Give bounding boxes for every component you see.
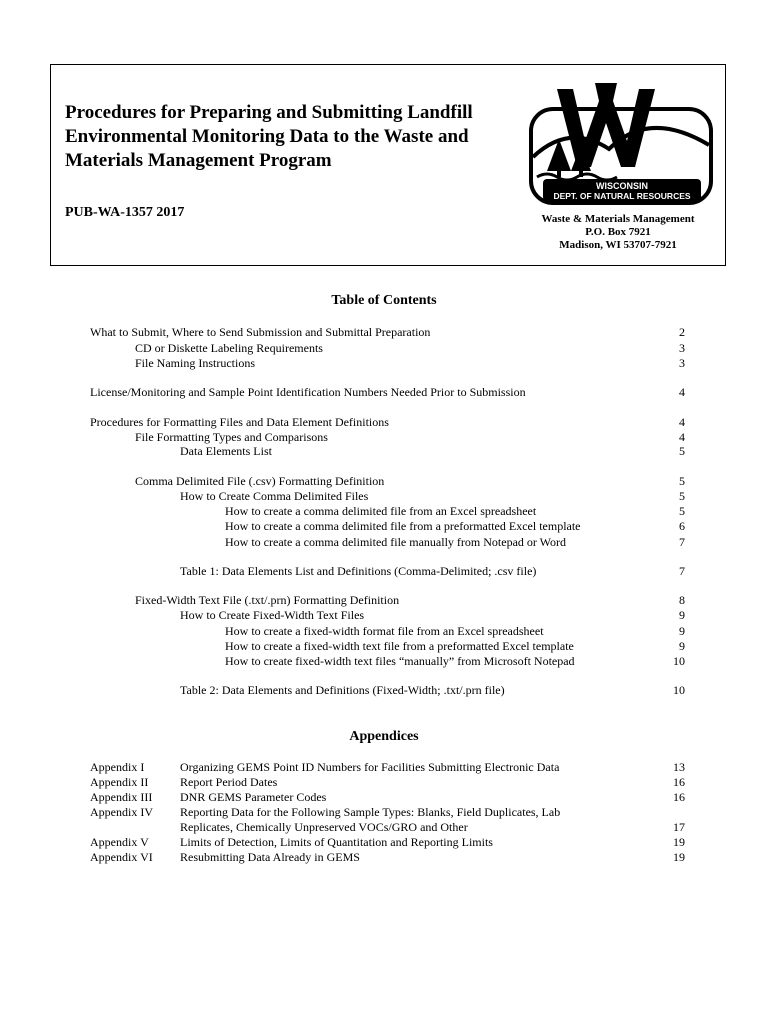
toc-entry-title: How to create a comma delimited file from a preformatted Excel template xyxy=(225,519,581,533)
toc-entry-title: License/Monitoring and Sample Point Identification Numbers Needed Prior to Submission xyxy=(90,385,526,399)
toc-entry xyxy=(0,654,768,669)
toc-entry-title: CD or Diskette Labeling Requirements xyxy=(135,341,323,355)
toc-entry xyxy=(0,474,768,489)
toc-entry-title: Data Elements List xyxy=(180,444,272,458)
toc-entry-title: How to create a comma delimited file manually from Notepad or Word xyxy=(225,535,567,549)
title-line: Procedures for Preparing and Submitting Landfill xyxy=(65,102,473,123)
appendix-page: 17 xyxy=(673,820,685,834)
toc-entry-page: 8 xyxy=(679,593,685,607)
toc-entry-title: How to Create Comma Delimited Files xyxy=(180,489,369,503)
toc-entry-title: File Naming Instructions xyxy=(135,356,255,370)
appendix-label: Appendix IV xyxy=(90,805,153,819)
toc-entry xyxy=(0,444,768,459)
toc-heading: Table of Contents xyxy=(331,293,437,308)
address-line: P.O. Box 7921 xyxy=(585,226,651,238)
appendix-label: Appendix VI xyxy=(90,850,153,864)
toc-entry xyxy=(0,519,768,534)
toc-entry-title: Fixed-Width Text File (.txt/.prn) Formatting Definition xyxy=(135,593,400,607)
appendix-page: 19 xyxy=(673,850,685,864)
toc-entry-title: Comma Delimited File (.csv) Formatting Definition xyxy=(135,474,385,488)
appendix-page: 16 xyxy=(673,775,685,789)
toc-entry-page: 5 xyxy=(679,489,685,503)
toc-entry-page: 3 xyxy=(679,341,685,355)
appendix-title: Resubmitting Data Already in GEMS xyxy=(180,850,360,864)
toc-entry-page: 5 xyxy=(679,504,685,518)
toc-entry xyxy=(0,535,768,550)
appendix-page: 16 xyxy=(673,790,685,804)
title-line: Environmental Monitoring Data to the Waste and xyxy=(65,126,469,147)
toc-entry-title: What to Submit, Where to Send Submission and Submittal Preparation xyxy=(90,325,431,339)
appendix-entry xyxy=(0,760,768,775)
toc-entry-page: 9 xyxy=(679,624,685,638)
appendix-title: Reporting Data for the Following Sample Types: Blanks, Field Duplicates, Lab xyxy=(180,805,561,819)
appendix-title: Replicates, Chemically Unpreserved VOCs/GRO and Other xyxy=(180,820,468,834)
toc-entry xyxy=(0,564,768,579)
publication-id: PUB-WA-1357 2017 xyxy=(65,205,185,220)
toc-entry xyxy=(0,683,768,698)
toc-entry-title: Table 2: Data Elements and Definitions (Fixed-Width; .txt/.prn file) xyxy=(180,683,505,697)
toc-entry xyxy=(0,639,768,654)
toc-entry xyxy=(0,593,768,608)
toc-entry-page: 4 xyxy=(679,430,685,444)
toc-entry-page: 4 xyxy=(679,415,685,429)
toc-entry-page: 4 xyxy=(679,385,685,399)
appendix-title: Report Period Dates xyxy=(180,775,278,789)
toc-entry xyxy=(0,325,768,340)
appendix-title: Limits of Detection, Limits of Quantitation and Reporting Limits xyxy=(180,835,493,849)
toc-entry xyxy=(0,489,768,504)
toc-entry-page: 5 xyxy=(679,474,685,488)
toc-entry-page: 9 xyxy=(679,608,685,622)
toc-entry xyxy=(0,430,768,445)
appendix-label: Appendix II xyxy=(90,775,149,789)
toc-entry-page: 9 xyxy=(679,639,685,653)
toc-entry-title: How to Create Fixed-Width Text Files xyxy=(180,608,365,622)
toc-entry-title: File Formatting Types and Comparisons xyxy=(135,430,328,444)
toc-entry-page: 7 xyxy=(679,564,685,578)
appendix-entry xyxy=(0,850,768,865)
address-line: Waste & Materials Management xyxy=(541,213,695,225)
appendix-page: 19 xyxy=(673,835,685,849)
appendix-label: Appendix V xyxy=(90,835,149,849)
appendix-entry xyxy=(0,790,768,805)
appendix-entry xyxy=(0,835,768,850)
wisconsin-dnr-logo xyxy=(529,79,713,205)
toc-entry-title: Procedures for Formatting Files and Data Element Definitions xyxy=(90,415,389,429)
address-line: Madison, WI 53707-7921 xyxy=(559,239,677,251)
toc-entry xyxy=(0,624,768,639)
toc-entry-title: How to create a fixed-width text file from a preformatted Excel template xyxy=(225,639,574,653)
title-line: Materials Management Program xyxy=(65,150,332,171)
appendix-entry xyxy=(0,805,768,820)
toc-entry xyxy=(0,341,768,356)
appendix-label: Appendix I xyxy=(90,760,145,774)
toc-entry-page: 7 xyxy=(679,535,685,549)
toc-entry-page: 10 xyxy=(673,654,685,668)
appendix-title: DNR GEMS Parameter Codes xyxy=(180,790,327,804)
logo-text-line1: WISCONSIN xyxy=(595,181,649,191)
toc-entry xyxy=(0,356,768,371)
toc-entry-title: How to create fixed-width text files “manually” from Microsoft Notepad xyxy=(225,654,575,668)
toc-entry-page: 10 xyxy=(673,683,685,697)
appendix-label: Appendix III xyxy=(90,790,153,804)
toc-entry-title: How to create a comma delimited file from an Excel spreadsheet xyxy=(225,504,537,518)
toc-entry-page: 3 xyxy=(679,356,685,370)
toc-entry xyxy=(0,504,768,519)
toc-entry xyxy=(0,385,768,400)
toc-entry-page: 5 xyxy=(679,444,685,458)
appendix-entry xyxy=(0,775,768,790)
appendix-title: Organizing GEMS Point ID Numbers for Facilities Submitting Electronic Data xyxy=(180,760,560,774)
toc-entry xyxy=(0,608,768,623)
toc-entry-title: Table 1: Data Elements List and Definitions (Comma-Delimited; .csv file) xyxy=(180,564,537,578)
appendices-heading: Appendices xyxy=(349,729,419,744)
toc-entry xyxy=(0,415,768,430)
toc-entry-page: 6 xyxy=(679,519,685,533)
header-box xyxy=(50,64,726,266)
appendix-page: 13 xyxy=(673,760,685,774)
toc-entry-title: How to create a fixed-width format file from an Excel spreadsheet xyxy=(225,624,544,638)
logo-text-line2: DEPT. OF NATURAL RESOURCES xyxy=(553,191,691,201)
document-title xyxy=(65,101,515,173)
toc-entry-page: 2 xyxy=(679,325,685,339)
agency-address xyxy=(513,213,723,252)
appendix-entry xyxy=(0,820,768,835)
